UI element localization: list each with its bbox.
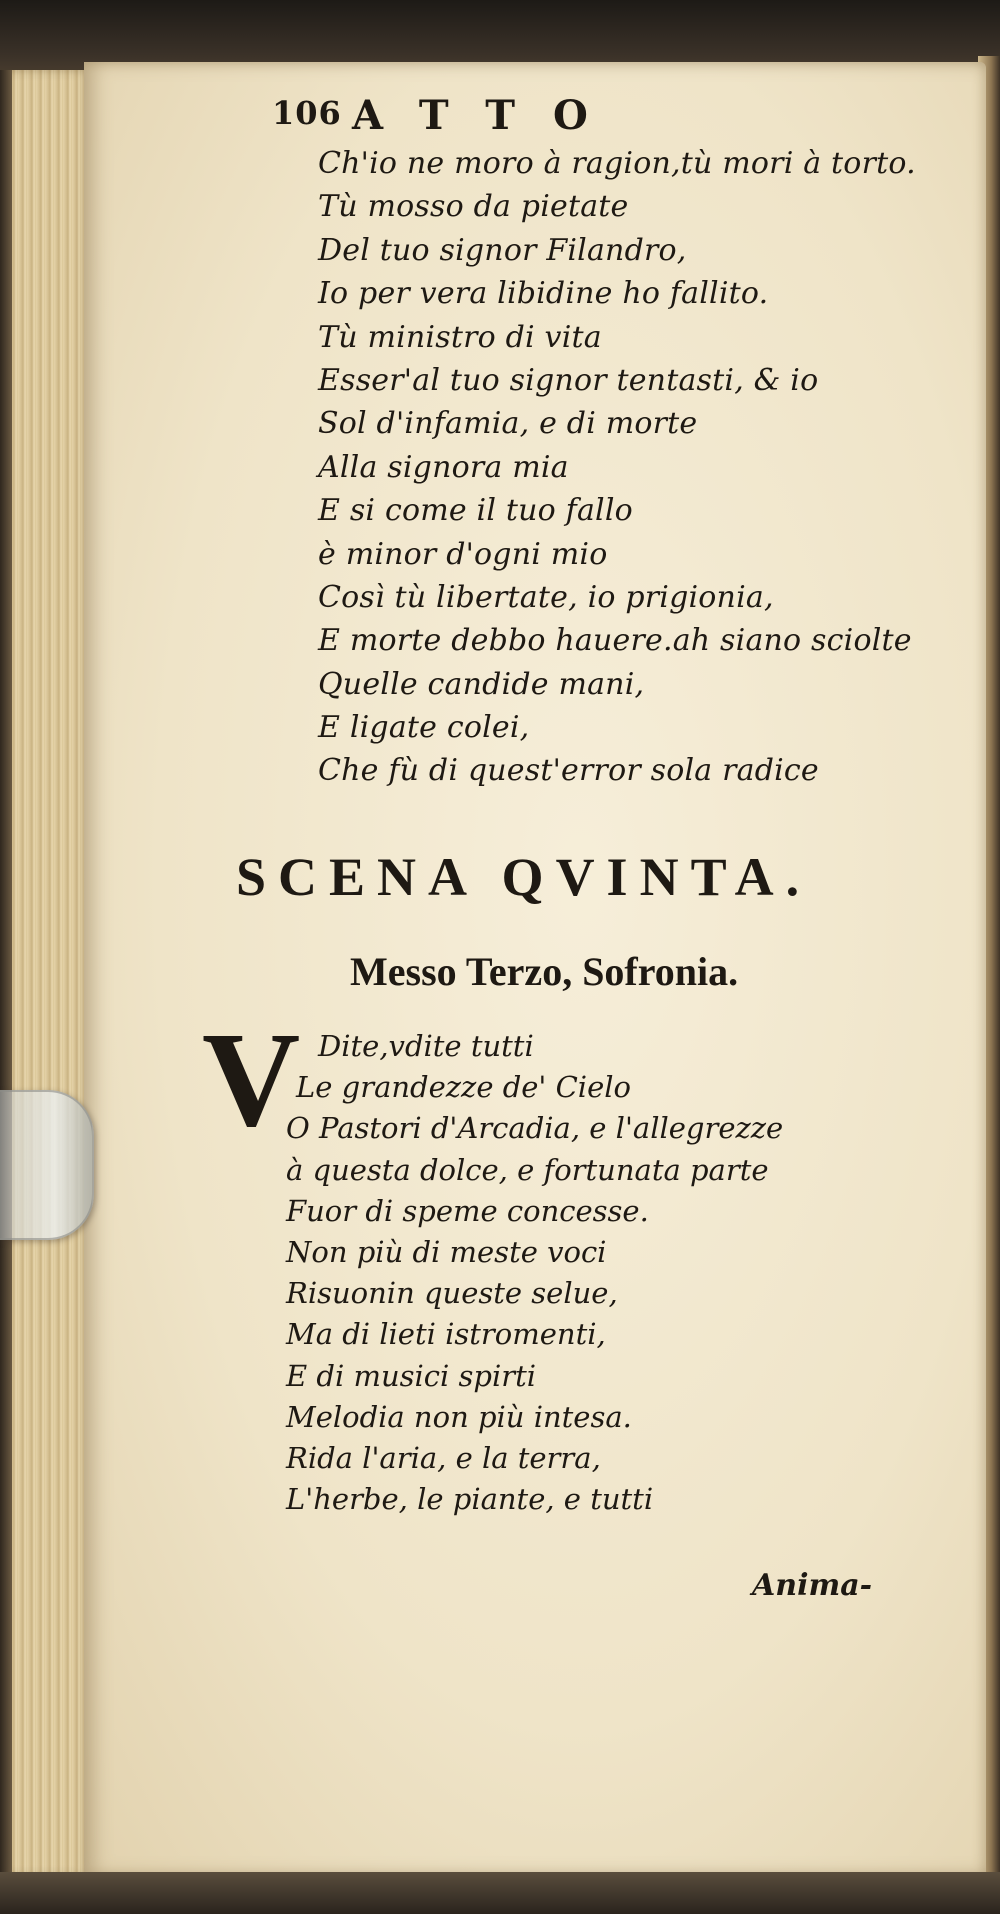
verse-line: Che fù di quest'error sola radice	[318, 753, 819, 789]
verse-line: Risuonin queste selue,	[286, 1276, 618, 1311]
verse-line: è minor d'ogni mio	[318, 536, 608, 572]
verse-line: Dite,vdite tutti	[318, 1029, 534, 1063]
verse-line: Le grandezze de' Cielo	[296, 1070, 631, 1105]
scanner-background-bottom	[0, 1872, 1000, 1914]
scene-characters: Messo Terzo, Sofronia.	[350, 949, 739, 994]
book-binding-edge	[0, 70, 12, 1876]
catchword: Anima-	[752, 1568, 873, 1603]
verse-block-act	[318, 142, 978, 793]
verse-line: Tù mosso da pietate	[318, 189, 629, 225]
book-page-edges	[0, 70, 92, 1876]
verse-line: Ch'io ne moro à ragion,tù mori à torto.	[318, 146, 916, 181]
verse-line: Così tù libertate, io prigionia,	[318, 579, 774, 615]
verse-line: E si come il tuo fallo	[318, 493, 633, 529]
verse-line: Io per vera libidine ho fallito.	[318, 276, 769, 312]
verse-line: E di musici spirti	[286, 1358, 537, 1393]
page-number: 106	[272, 94, 342, 132]
verse-line: E morte debbo hauere.ah siano sciolte	[318, 623, 912, 659]
verse-line: Melodia non più intesa.	[286, 1399, 632, 1434]
verse-line: Fuor di speme concesse.	[286, 1193, 649, 1228]
verse-line: Ma di lieti istromenti,	[286, 1317, 606, 1352]
verse-line: Non più di meste voci	[286, 1234, 607, 1269]
verse-line: Alla signora mia	[318, 449, 569, 485]
page-clip	[0, 1090, 94, 1240]
verse-line: Del tuo signor Filandro,	[318, 232, 687, 268]
verse-line: L'herbe, le piante, e tutti	[286, 1482, 654, 1517]
verse-line: à questa dolce, e fortunata parte	[286, 1152, 769, 1187]
drop-cap: V	[202, 1005, 301, 1155]
verse-line: Quelle candide mani,	[318, 666, 645, 702]
verse-block-scene	[286, 1026, 966, 1520]
verse-line: Rida l'aria, e la terra,	[286, 1440, 601, 1475]
scene-title: SCENA QVINTA.	[236, 847, 812, 907]
verse-line: O Pastori d'Arcadia, e l'allegrezze	[286, 1111, 784, 1146]
verse-line: Esser'al tuo signor tentasti, & io	[318, 362, 819, 398]
verse-line: Sol d'infamia, e di morte	[318, 406, 698, 442]
verse-line: Tù ministro di vita	[318, 319, 602, 355]
page-header	[272, 92, 892, 138]
verse-line: E ligate colei,	[318, 710, 530, 746]
running-head: ATTO	[352, 92, 626, 139]
